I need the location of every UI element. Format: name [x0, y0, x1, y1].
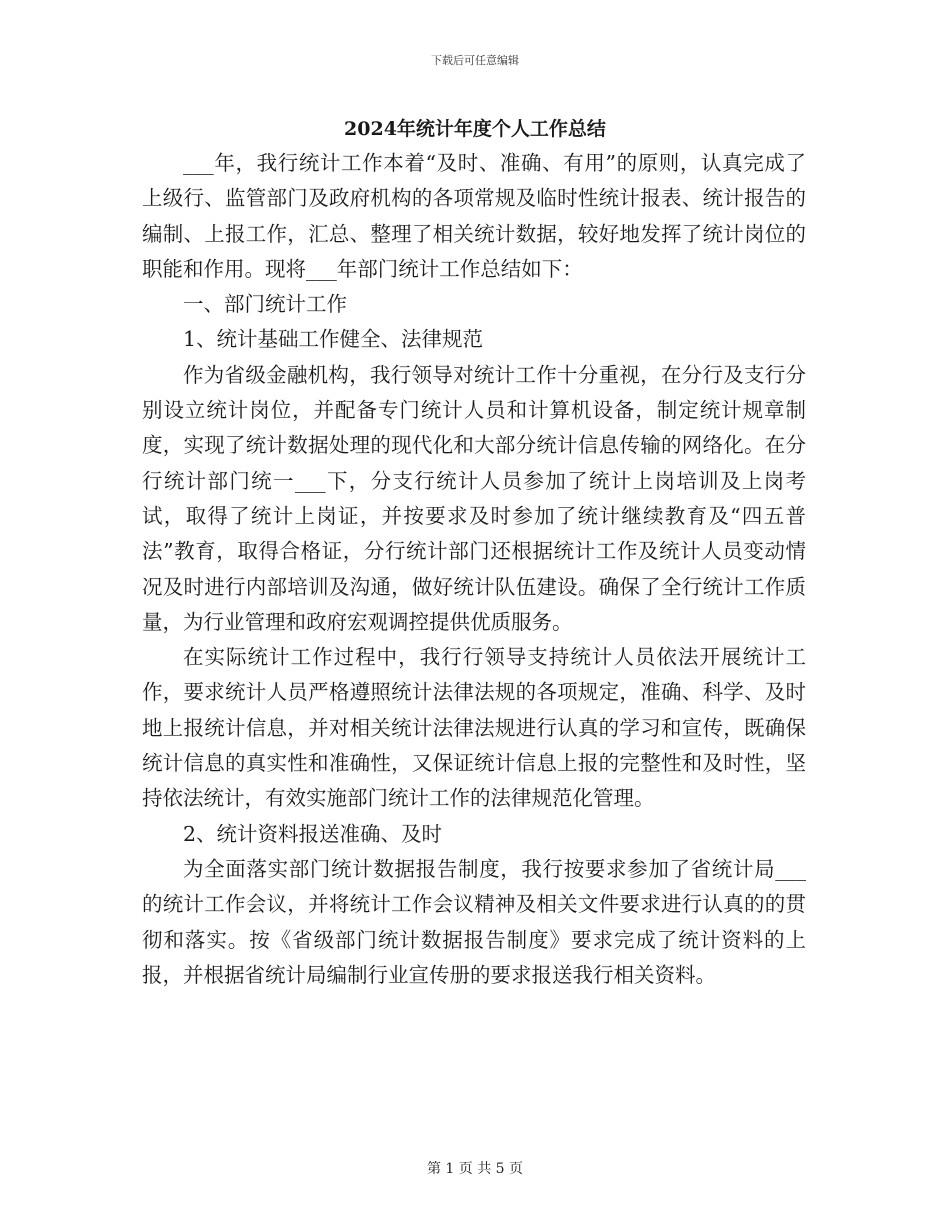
- document-title: 2024年统计年度个人工作总结: [344, 118, 606, 140]
- subsection-heading-1: 1、统计基础工作健全、法律规范: [183, 327, 484, 352]
- paragraph-legal-compliance: 在实际统计工作过程中，我行行领导支持统计人员依法开展统计工作，要求统计人员严格遵照统计法律法规的各项规定，准确、科学、及时地上报统计信息，并对相关统计法律法规进行认真的学习和宣传，既确保统计信息的真实性和准确性，又保证统计信息上报的完整性和及时性，坚持依法统计，有效实施部门统计工作的法律规范化管理。: [142, 645, 806, 811]
- paragraph-intro: ___年，我行统计工作本着“及时、准确、有用”的原则，认真完成了上级行、监管部门及政府机构的各项常规及临时性统计报表、统计报告的编制、上报工作，汇总、整理了相关统计数据，较好地发挥了统计岗位的职能和作用。现将___年部门统计工作总结如下：: [142, 151, 806, 281]
- subsection-heading-2: 2、统计资料报送准确、及时: [183, 821, 443, 846]
- document-body: [142, 146, 806, 993]
- header-note: 下载后可任意编辑: [431, 54, 519, 67]
- paragraph-statistics-foundation: 作为省级金融机构，我行领导对统计工作十分重视，在分行及支行分别设立统计岗位，并配备专门统计人员和计算机设备，制定统计规章制度，实现了统计数据处理的现代化和大部分统计信息传输的网络化。在分行统计部门统一___下，分支行统计人员参加了统计上岗培训及上岗考试，取得了统计上岗证，并按要求及时参加了统计继续教育及“四五普法”教育，取得合格证，分行统计部门还根据统计工作及统计人员变动情况及时进行内部培训及沟通，做好统计队伍建设。确保了全行统计工作质量，为行业管理和政府宏观调控提供优质服务。: [142, 362, 806, 634]
- page-footer: 第 1 页 共 5 页: [426, 1161, 524, 1177]
- section-heading-1: 一、部门统计工作: [183, 292, 347, 317]
- paragraph-data-reporting: 为全面落实部门统计数据报告制度，我行按要求参加了省统计局___的统计工作会议，并将统计工作会议精神及相关文件要求进行认真的的贯彻和落实。按《省级部门统计数据报告制度》要求完成了统计资料的上报，并根据省统计局编制行业宣传册的要求报送我行相关资料。: [142, 856, 806, 987]
